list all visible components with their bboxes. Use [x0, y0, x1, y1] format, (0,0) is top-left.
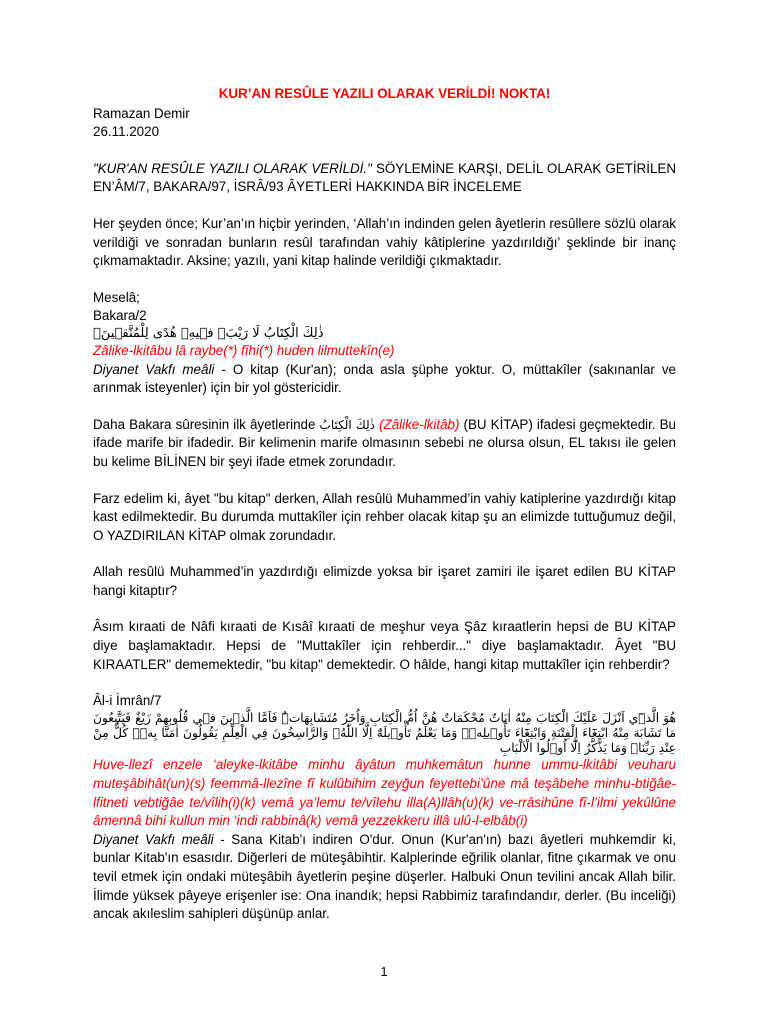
meal-text: - Sana Kitab'ı indiren O'dur. Onun (Kur'an'ın) bazı âyetleri muhkemdir ki, bunlar Kitab'ın esasıdır. Diğerleri de müteşâbihtir. Kalplerinde eğrilik olanlar, fitne çıkarmak ve onu tevil etmek için ondaki müteşâbih âyetlerin peşine düşerler. Halbuki Onun tevilini ancak Allah bilir. İlimde yüksek pâyeye erişenler ise: Ona inandık; hepsi Rabbimiz tarafındandır, derler. (Bu inceliği) ancak akıleslim sahipleri düşünüp anlar.: [93, 831, 676, 922]
verse-reference-bakara: Bakara/2: [93, 308, 147, 324]
page-number: 1: [380, 964, 388, 979]
document-title: KUR’AN RESÛLE YAZILI OLARAK VERİLDİ! NOKTA!: [218, 86, 551, 101]
meal-label: Diyanet Vakfı meâli: [93, 831, 214, 847]
spacer: [93, 472, 676, 490]
para2-before: Daha Bakara sûresinin ilk âyetlerinde: [93, 416, 320, 432]
document-date: 26.11.2020: [93, 124, 160, 140]
paragraph-5: Âsım kıraati de Nâfi kıraati de Kısâî kıraati de meşhur veya Şâz kıraatlerin hepsi de BU KİTAP diye başlamaktadır. Hepsi de "Muttakîler için rehberdir..." diye başlamaktadır. Âyet "BU KIRAATLER" dememektedir, "bu kitap" demektedir. O hâlde, hangi kitap muttakîler için rehberdir?: [93, 619, 676, 672]
para2-arabic: ذٰلِكَ الْكِتَابُ: [319, 417, 375, 432]
paragraph-2: [93, 416, 676, 472]
spacer: [93, 545, 676, 563]
paragraph-3: Farz edelim ki, âyet "bu kitap" derken, Allah resûlü Muhammed’in vahiy katiplerine yazdırdığı kitap kast edilmektedir. Bu durumda muttakîler için rehber olacak kitap şu an elimizde tuttuğumuz değil, O YAZDIRILAN KİTAP olmak zorundadır.: [93, 490, 676, 543]
spacer: [93, 142, 676, 160]
paragraph-4: Allah resûlü Muhammed’in yazdırdığı elimizde yoksa bir işaret zamiri ile işaret edilen BU KİTAP hangi kitaptır?: [93, 564, 676, 598]
paragraph-1: Her şeyden önce; Kur’an’ın hiçbir yerinden, ‘Allah’ın indinden gelen âyetlerin resûllere sözlü olarak verildiği ve sonradan bunların resûl tarafından vahiy kâtiplerine yazdırıldığı’ şeklinde bir inanç çıkmamaktadır. Aksine; yazılı, yani kitap halinde verildiği çıkmaktadır.: [93, 215, 676, 269]
verse-arabic-imran: هُوَ الَّذ۪ٓي اَنْزَلَ عَلَيْكَ الْكِتَابَ مِنْهُ اٰيَاتٌ مُحْكَمَاتٌ هُنَّ اُمُّ الْكِتَابِ وَاُخَرُ مُتَشَابِهَاتٌۜ فَاَمَّا الَّذ۪ينَ ف۪ي قُلُوبِهِمْ زَيْغٌ فَيَتَّبِعُونَ مَا تَشَابَهَ مِنْهُ ابْتِغَٓاءَ الْفِتْنَةِ وَابْتِغَٓاءَ تَأْو۪يلِه۪ۚ وَمَا يَعْلَمُ تَأْو۪يلَهُٓ اِلَّا اللّٰهُۢ وَالرَّاسِخُونَ فِي الْعِلْمِ يَقُولُونَ اٰمَنَّا بِه۪ۙ كُلٌّ مِنْ عِنْدِ رَبِّنَاۚ وَمَا يَذَّكَّرُ اِلَّٓا اُو۬لُوا الْاَلْبَابِ: [93, 710, 676, 756]
intro-quote: "KUR'AN RESÛLE YAZILI OLARAK VERİLDİ.": [93, 160, 372, 176]
verse-transliteration-bakara: Zâlike-lkitâbu lâ raybe(*) fîhi(*) huden lilmuttekîn(e): [93, 342, 395, 358]
intro-rest: SÖYLEMİNE KARŞI, DELİL OLARAK GETİRİLEN EN’ÂM/7, BAKARA/97, İSRÂ/93 ÂYETLERİ HAKKINDA BİR İNCELEME: [93, 160, 677, 195]
para2-transliteration: (Zâlike-lkitâb): [375, 416, 460, 432]
spacer: [93, 398, 676, 416]
spacer: [93, 600, 676, 618]
intro-paragraph: [93, 160, 676, 197]
verse-reference-imran: Âl-i İmrân/7: [93, 693, 162, 709]
spacer: [93, 197, 676, 215]
spacer: [93, 271, 676, 289]
verse-meal-bakara: [93, 361, 676, 398]
author-name: Ramazan Demir: [93, 105, 190, 121]
document-page: [93, 85, 676, 924]
verse-meal-imran: [93, 831, 676, 924]
meal-text: - O kitap (Kur'an); onda asla şüphe yoktur. O, müttakîler (sakınanlar ve arınmak isteyenler) için bir yol göstericidir.: [93, 361, 676, 396]
spacer: [93, 674, 676, 692]
verse-transliteration-imran: Huve-llezî enzele ‘aleyke-lkitâbe minhu âyâtun muhkemâtun hunne ummu-lkitâbi veuharu muteşâbihât(un)(s) feemmâ-llezîne fî kulûbihim zeyğun feyettebi’ûne mâ teşâbehe minhu-btiğâe-lfitneti vebtiğâe te/vîlih(i)(k) vemâ ya’lemu te/vîlehu illa(A)llâh(u)(k) ve-rrâsihûne fî-l’ilmi yekûlûne âmennâ bihi kullun min ‘indi rabbinâ(k) vemâ yezzekkeru illâ ulû-l-elbâb(i): [93, 757, 676, 829]
example-label: Meselâ;: [93, 289, 140, 305]
para2-after: (BU KİTAP) ifadesi geçmektedir. Bu ifade marife bir ifadedir. Bir kelimenin marife olmasının sebebi ne olursa olsun, EL takısı ile gelen bu kelime BİLİNEN bir şeyi ifade etmek zorundadır.: [93, 416, 677, 469]
meal-label: Diyanet Vakfı meâli: [93, 361, 215, 377]
verse-arabic-bakara: ذٰلِكَ الْكِتَابُ لَا رَيْبَۚ ف۪يهِۚ هُدًى لِلْمُتَّق۪ينَۙ: [93, 325, 324, 341]
